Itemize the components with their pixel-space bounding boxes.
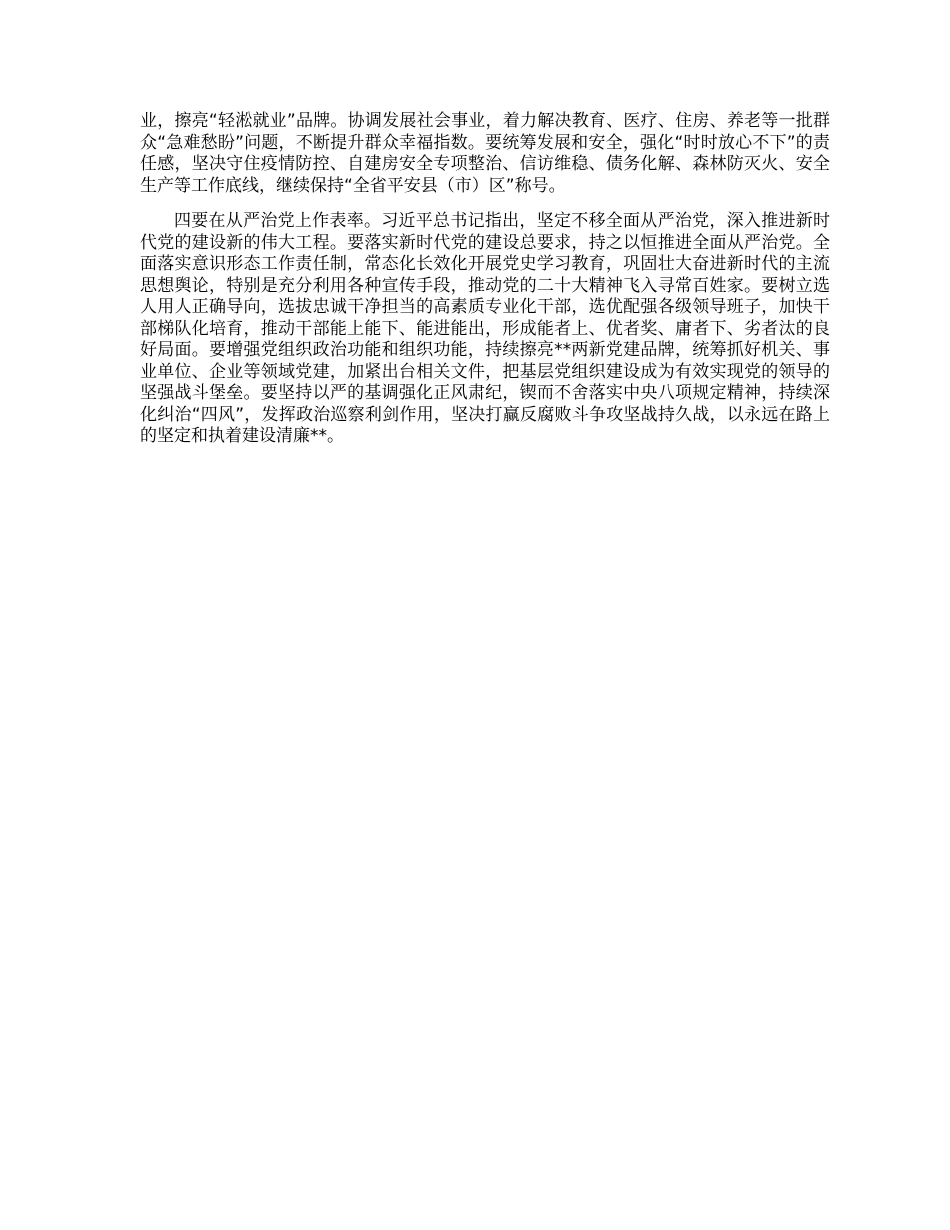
paragraph-continuation: 业，擦亮“轻淞就业”品牌。协调发展社会事业，着力解决教育、医疗、住房、养老等一批群众“急难愁盼”问题，不断提升群众幸福指数。要统筹发展和安全，强化“时时放心不下”的责任感，坚决守住疫情防控、自建房安全专项整治、信访维稳、债务化解、森林防灭火、安全生产等工作底线，继续保持“全省平安县（市）区”称号。	[140, 111, 830, 196]
paragraph-party-governance: 四要在从严治党上作表率。习近平总书记指出，坚定不移全面从严治党，深入推进新时代党的建设新的伟大工程。要落实新时代党的建设总要求，持之以恒推进全面从严治党。全面落实意识形态工作责任制，常态化长效化开展党史学习教育，巩固壮大奋进新时代的主流思想舆论，特别是充分利用各种宣传手段，推动党的二十大精神飞入寻常百姓家。要树立选人用人正确导向，选拔忠诚干净担当的高素质专业化干部，选优配强各级领导班子，加快干部梯队化培育，推动干部能上能下、能进能出，形成能者上、优者奖、庸者下、劣者汰的良好局面。要增强党组织政治功能和组织功能，持续擦亮**两新党建品牌，统筹抓好机关、事业单位、企业等领域党建，加紧出台相关文件，把基层党组织建设成为有效实现党的领导的坚强战斗堡垒。要坚持以严的基调强化正风肃纪，锲而不舍落实中央八项规定精神，持续深化纠治“四风”，发挥政治巡察利剑作用，坚决打赢反腐败斗争攻坚战持久战，以永远在路上的坚定和执着建设清廉**。	[140, 211, 830, 446]
document-body	[140, 111, 830, 448]
